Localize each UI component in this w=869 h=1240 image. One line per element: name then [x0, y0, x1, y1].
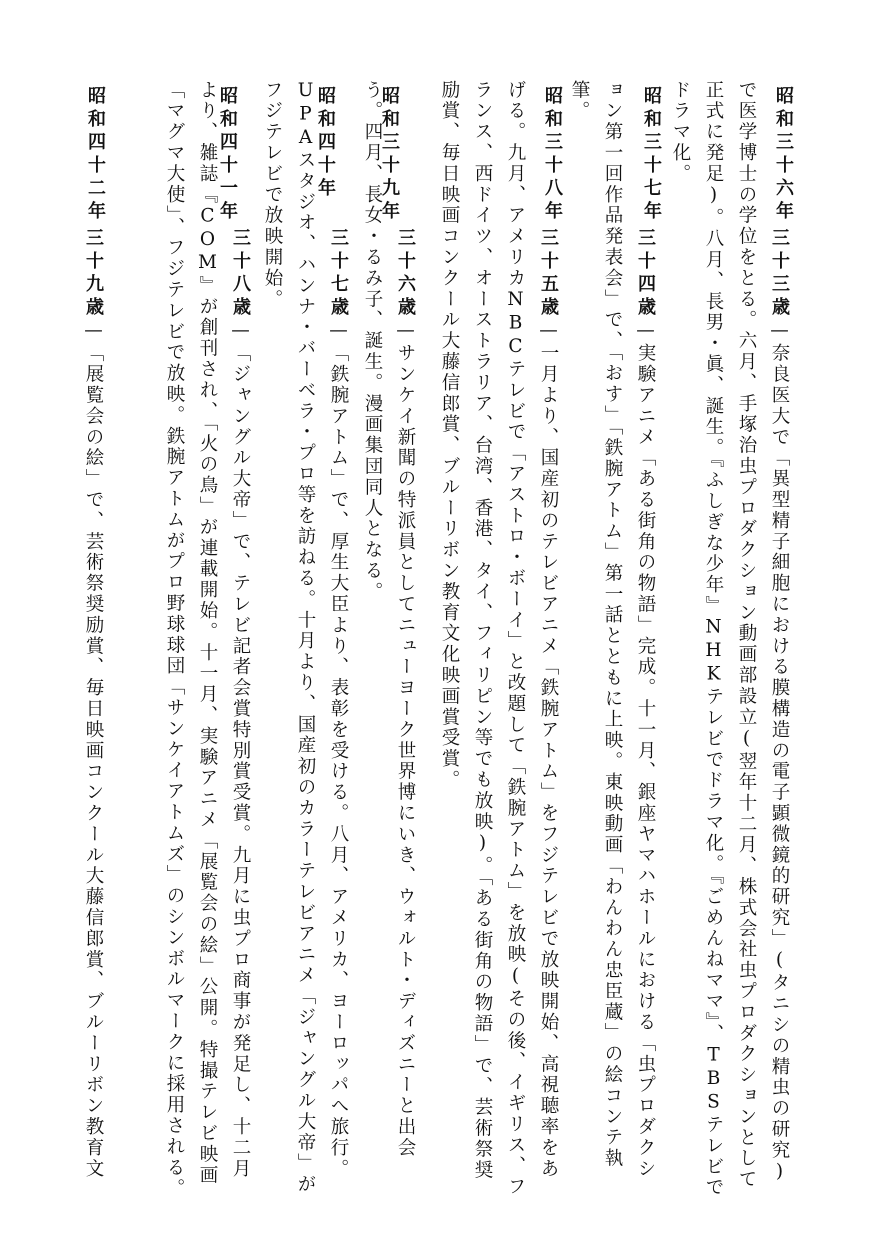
age-label: 三十七歳 — [328, 228, 349, 320]
entry-text: 実験アニメ「ある街角の物語」完成。十一月、銀座ヤマハホールにおける「虫プロダクション第一回作品発表会」で、「おす」「鉄腕アトム」第一話とともに上映。東映動画「わんわん忠臣蔵」の絵コンテ執筆。 — [569, 80, 656, 1180]
era-year: 昭和三十六年 — [773, 86, 794, 224]
entry-text: 一月より、国産初のテレビアニメ「鉄腕アトム」をフジテレビで放映開始、高視聴率をあげる。九月、アメリカNBCテレビで「アストロ・ボーイ」と改題して「鉄腕アトム」を放映(その後、イギリス、フランス、西ドイツ、オーストラリア、台湾、香港、タイ、フィリピン等でも放映)。「ある街角の物語」で、芸術祭奨励賞、毎日映画コンクール大藤信郎賞、ブルーリボン教育文化映画賞受賞。 — [439, 80, 559, 1198]
chronology-entry: 三十七歳—「鉄腕アトム」で、厚生大臣より、表彰を受ける。八月、アメリカ、ヨーロッパへ旅行。UPAスタジオ、ハンナ・バーベラ・プロ等を訪ねる。十月より、国産初のカラーテレビアニメ「ジャングル大帝」がフジテレビで放映開始。 — [262, 80, 349, 1196]
age-label: 三十三歳 — [769, 228, 790, 320]
era-year: 昭和三十九年 — [379, 86, 400, 224]
age-label: 三十四歳 — [635, 228, 656, 320]
chronology-entry: 三十六歳—サンケイ新聞の特派員としてニューヨーク世界博にいき、ウォルト・ディズニーと出会う。四月、長女・るみ子、誕生。漫画集団同人となる。 — [362, 80, 416, 1159]
entry-text: サンケイ新聞の特派員としてニューヨーク世界博にいき、ウォルト・ディズニーと出会う。四月、長女・るみ子、誕生。漫画集団同人となる。 — [362, 80, 416, 1159]
chronology-entry: 三十四歳—実験アニメ「ある街角の物語」完成。十一月、銀座ヤマハホールにおける「虫プロダクション第一回作品発表会」で、「おす」「鉄腕アトム」第一話とともに上映。東映動画「わんわん忠臣蔵」の絵コンテ執筆。 — [569, 80, 656, 1180]
chronology-entry: 三十九歳—「展覧会の絵」で、芸術祭奨励賞、毎日映画コンクール大藤信郎賞、ブルーリボン教育文 — [70, 80, 110, 1200]
entry-text: 「ジャングル大帝」で、テレビ記者会賞特別賞受賞。九月に虫プロ商事が発足し、十二月より、雑誌『COM』が創刊され、「火の鳥」が連載開始。十一月、実験アニメ「展覧会の絵」公開。特撮テレビ映画「マグマ大使」、フジテレビで放映。鉄腕アトムがプロ野球球団「サンケイアトムズ」のシンボルマークに採用される。 — [164, 80, 251, 1200]
age-label: 三十五歳 — [538, 228, 559, 320]
chronology-entry: 三十五歳—一月より、国産初のテレビアニメ「鉄腕アトム」をフジテレビで放映開始、高視聴率をあげる。九月、アメリカNBCテレビで「アストロ・ボーイ」と改題して「鉄腕アトム」を放映(その後、イギリス、フランス、西ドイツ、オーストラリア、台湾、香港、タイ、フィリピン等でも放映)。「ある街角の物語」で、芸術祭奨励賞、毎日映画コンクール大藤信郎賞、ブルーリボン教育文化映画賞受賞。 — [439, 80, 559, 1198]
chronology-entry: 三十八歳—「ジャングル大帝」で、テレビ記者会賞特別賞受賞。九月に虫プロ商事が発足し、十二月より、雑誌『COM』が創刊され、「火の鳥」が連載開始。十一月、実験アニメ「展覧会の絵」公開。特撮テレビ映画「マグマ大使」、フジテレビで放映。鉄腕アトムがプロ野球球団「サンケイアトムズ」のシンボルマークに採用される。 — [164, 80, 251, 1200]
era-year: 昭和三十八年 — [542, 86, 563, 224]
entry-text: 「鉄腕アトム」で、厚生大臣より、表彰を受ける。八月、アメリカ、ヨーロッパへ旅行。UPAスタジオ、ハンナ・バーベラ・プロ等を訪ねる。十月より、国産初のカラーテレビアニメ「ジャングル大帝」がフジテレビで放映開始。 — [262, 80, 349, 1196]
age-label: 三十九歳 — [83, 228, 104, 320]
era-year: 昭和四十二年 — [85, 86, 106, 224]
era-year: 昭和三十七年 — [641, 86, 662, 224]
era-year: 昭和四十一年 — [217, 86, 238, 224]
entry-text: 奈良医大で「異型精子細胞における膜構造の電子顕微鏡的研究」(タニシの精虫の研究)で医学博士の学位をとる。六月、手塚治虫プロダクション動画部設立(翌年十二月、株式会社虫プロダクションとして正式に発足)。八月、長男・眞、誕生。『ふしぎな少年』NHKテレビでドラマ化。『ごめんねママ』、TBSテレビでドラマ化。 — [670, 80, 790, 1199]
era-year: 昭和四十年 — [315, 86, 336, 201]
age-label: 三十八歳 — [230, 228, 251, 320]
age-label: 三十六歳 — [395, 228, 416, 320]
entry-text: 「展覧会の絵」で、芸術祭奨励賞、毎日映画コンクール大藤信郎賞、ブルーリボン教育文 — [83, 343, 104, 1180]
chronology-entry: 三十三歳—奈良医大で「異型精子細胞における膜構造の電子顕微鏡的研究」(タニシの精虫の研究)で医学博士の学位をとる。六月、手塚治虫プロダクション動画部設立(翌年十二月、株式会社虫プロダクションとして正式に発足)。八月、長男・眞、誕生。『ふしぎな少年』NHKテレビでドラマ化。『ごめんねママ』、TBSテレビでドラマ化。 — [670, 80, 790, 1199]
